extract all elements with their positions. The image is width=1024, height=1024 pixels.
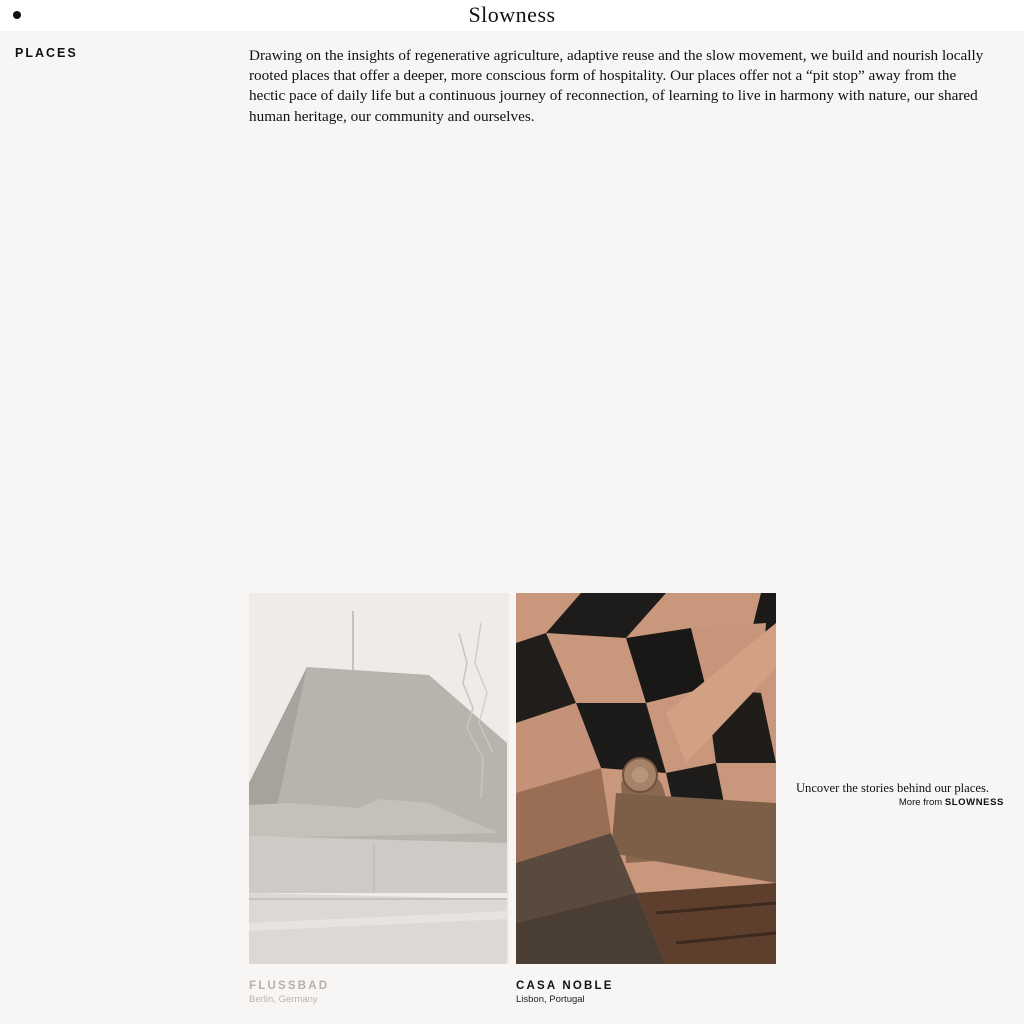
place-location: Berlin, Germany [249, 994, 318, 1005]
more-prefix: More from [898, 797, 943, 808]
place-caption-flussbad[interactable] [249, 980, 329, 1005]
section-label: PLACES [15, 46, 78, 60]
casa-noble-photo [516, 593, 776, 964]
top-bar [0, 0, 1024, 31]
place-location: Lisbon, Portugal [516, 994, 585, 1005]
brand-logo[interactable]: Slowness [468, 2, 556, 27]
place-card-casa-noble[interactable] [516, 593, 776, 964]
place-card-flussbad[interactable] [249, 593, 509, 964]
more-from-slowness-link[interactable] [760, 797, 1004, 808]
intro-paragraph: Drawing on the insights of regenerative agriculture, adaptive reuse and the slow movement, we build and nourish locally rooted places that offer a deeper, more conscious form of hospitality. Our places offer not a “pit stop” away from the hectic pace of daily life but a continuous journey of reconnection, of learning to live in harmony with nature, our shared human heritage, our community and ourselves. [249, 47, 984, 125]
flussbad-photo [249, 593, 509, 964]
place-name[interactable]: CASA NOBLE [516, 980, 614, 992]
more-brand[interactable]: SLOWNESS [944, 797, 1004, 808]
place-name[interactable]: FLUSSBAD [249, 980, 330, 992]
place-caption-casa-noble[interactable] [516, 980, 614, 1005]
stories-tagline: Uncover the stories behind our places. [795, 781, 989, 795]
